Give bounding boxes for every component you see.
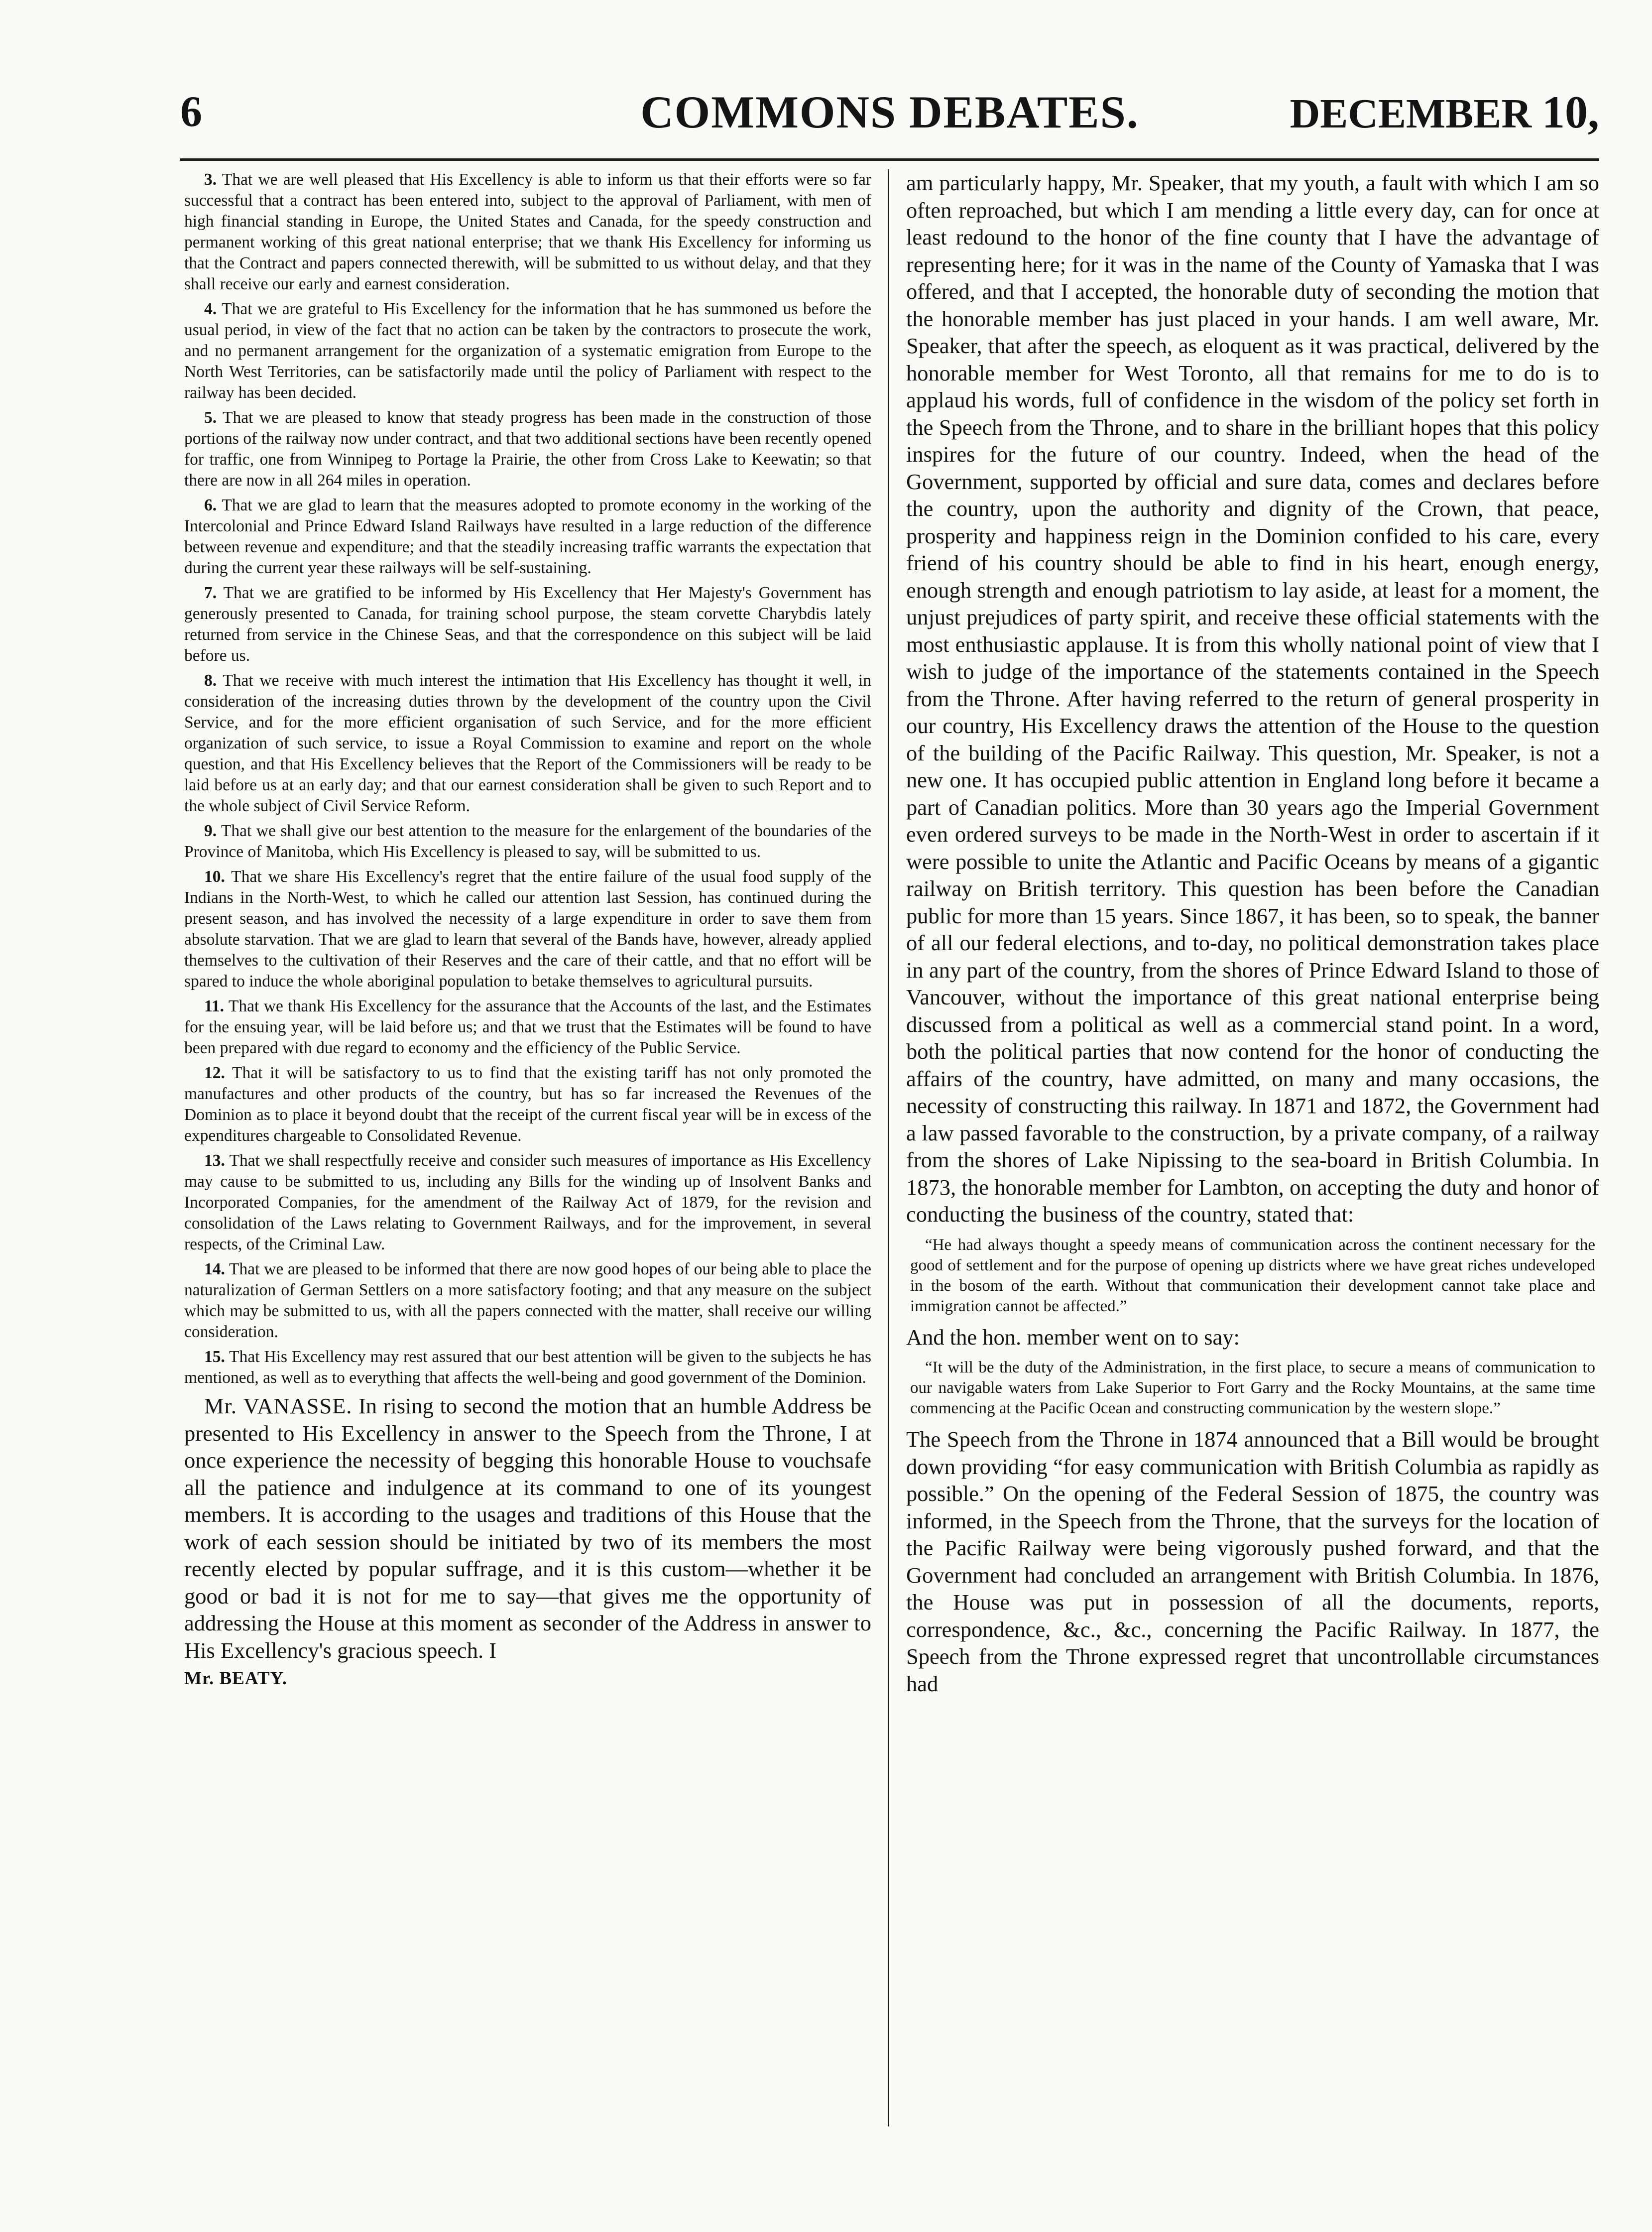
paragraph-text: That we are grateful to His Excellency for the information that he has summoned us before the usual period, in view of the fact that no action can be taken by the contractors to prosecute the work, and no permanent arrangement for the organization of a systematic emigration from Europe to the North West Territories, can be satisfactorily made until the policy of Parliament with respect to the railway has been decided. bbox=[184, 300, 871, 402]
paragraph-text: That we share His Excellency's regret that the entire failure of the usual food supply of the Indians in the North-West, to which he called our attention last Session, has continued during the present season, and has involved the necessity of a large expenditure in order to save them from absolute starvation. That we are glad to learn that several of the Bands have, however, already applied themselves to the cultivation of their Reserves and the care of their cattle, and that no effort will be spared to induce the whole aboriginal population to betake themselves to agricultural pursuits. bbox=[184, 868, 871, 991]
block-quote: “It will be the duty of the Administration, in the first place, to secure a means of communication to our navigable waters from Lake Superior to Fort Garry and the Rocky Mountains, at the same time commencing at the Pacific Ocean and constructing communication by the western slope.” bbox=[910, 1359, 1595, 1417]
paragraph-number: 10. bbox=[204, 868, 225, 886]
paragraph-number: 7. bbox=[204, 584, 217, 602]
speech-paragraph: And the hon. member went on to say: bbox=[906, 1324, 1240, 1350]
column-divider bbox=[888, 169, 889, 2126]
left-column bbox=[184, 169, 871, 1690]
paragraph-number: 9. bbox=[204, 822, 217, 840]
address-paragraph bbox=[184, 670, 871, 817]
address-paragraph bbox=[184, 407, 871, 491]
paragraph-number: 13. bbox=[204, 1151, 225, 1170]
speech-paragraph: am particularly happy, Mr. Speaker, that my youth, a fault with which I am so often reproached, but which I am mending a little every day, can for once at least redound to the honor of the fine county that I have the advantage of representing here; for it was in the name of the County of Yamaska that I was offered, and that I accepted, the honorable duty of seconding the motion that the honorable member has just placed in your hands. I am well aware, Mr. Speaker, that after the speech, as eloquent as it was practical, delivered by the honorable member for West Toronto, all that remains for me to do is to applaud his words, full of confidence in the wisdom of the policy set forth in the Speech from the Throne, and to share in the brilliant hopes that this policy inspires for the future of our country. Indeed, when the head of the Government, supported by official and sure data, comes and declares before the country, upon the authority and dignity of the Crown, that peace, prosperity and happiness reign in the Dominion confided to his care, every friend of his country should be able to find in his heart, enough energy, enough strength and enough patriotism to lay aside, at least for a moment, the unjust prejudices of party spirit, and receive these official statements with the most enthusiastic applause. It is from this wholly national point of view that I wish to judge of the importance of the statements contained in the Speech from the Throne. After having referred to the return of general prosperity in our country, His Excellency draws the attention of the House to the question of the building of the Pacific Railway. This question, Mr. Speaker, is not a new one. It has occupied public attention in England long before it became a part of Canadian politics. More than 30 years ago the Imperial Government even ordered surveys to be made in the North-West in order to ascertain if it were possible to unite the Atlantic and Pacific Oceans by means of a gigantic railway on British territory. This question has been before the Canadian public for more than 15 years. Since 1867, it has been, so to speak, the banner of all our federal elections, and to-day, no political demonstration takes place in any part of the country, from the shores of Prince Edward Island to those of Vancouver, without the importance of this great national enterprise being discussed from a political as well as a commercial stand point. In a word, both the political parties that now contend for the honor of conducting the affairs of the country, have admitted, on many and many occasions, the necessity of constructing this railway. In 1871 and 1872, the Government had a law passed favorable to the construction, by a private company, of a railway from the shores of Lake Nipissing to the sea-board in British Columbia. In 1873, the honorable member for Lambton, on accepting the duty and honor of conducting the business of the country, stated that: bbox=[906, 170, 1599, 1227]
address-paragraph bbox=[184, 1347, 871, 1388]
page-number: 6 bbox=[180, 88, 202, 136]
address-paragraph bbox=[184, 495, 871, 579]
paragraph-number: 12. bbox=[204, 1064, 225, 1082]
paragraph-text: That we thank His Excellency for the assurance that the Accounts of the last, and the Estimates for the ensuing year, will be laid before us; and that we trust that the Estimates will be found to have been prepared with due regard to economy and the efficiency of the Public Service. bbox=[184, 997, 871, 1057]
speaker-name: Mr. VANASSE. bbox=[204, 1393, 353, 1418]
paragraph-number: 15. bbox=[204, 1348, 225, 1366]
address-paragraph bbox=[184, 1150, 871, 1255]
paragraph-number: 6. bbox=[204, 496, 217, 514]
continued-speaker: Mr. BEATY. bbox=[184, 1668, 288, 1689]
address-paragraph bbox=[184, 1063, 871, 1146]
paragraph-text: That we are pleased to be informed that there are now good hopes of our being able to place the naturalization of German Settlers on a more satisfactory footing; and that any measure on the subject which may be submitted to us, with all the papers connected with the matter, shall receive our willing consideration. bbox=[184, 1260, 871, 1341]
header-rule bbox=[180, 158, 1599, 161]
paragraph-number: 3. bbox=[204, 170, 217, 189]
address-paragraph bbox=[184, 1259, 871, 1343]
date-month: DECEMBER bbox=[1290, 91, 1532, 137]
speech-paragraph: The Speech from the Throne in 1874 announced that a Bill would be brought down providing “for easy communication with British Columbia as rapidly as possible.” On the opening of the Federal Session of 1875, the country was informed, in the Speech from the Throne, that the surveys for the location of the Pacific Railway were being vigorously pushed forward, and that the Government had concluded an arrangement with British Columbia. In 1876, the House was put in possession of all the documents, reports, correspondence, &c., &c., concerning the Pacific Railway. In 1877, the Speech from the Throne expressed regret that uncontrollable circumstances had bbox=[906, 1427, 1599, 1696]
paragraph-text: That His Excellency may rest assured that our best attention will be given to the subjects he has mentioned, as well as to everything that affects the well-being and good government of the Dominion. bbox=[184, 1348, 871, 1387]
paragraph-text: That we are pleased to know that steady progress has been made in the construction of those portions of the railway now under contract, and that two additional sections have been recently opened for traffic, one from Winnipeg to Portage la Prairie, the other from Cross Lake to Keewatin; so that there are now in all 264 miles in operation. bbox=[184, 408, 871, 490]
paragraph-text: That we shall give our best attention to the measure for the enlargement of the boundaries of the Province of Manitoba, which His Excellency is pleased to say, will be submitted to us. bbox=[184, 822, 871, 861]
page-date bbox=[1290, 87, 1599, 139]
speech-paragraph bbox=[184, 1392, 871, 1664]
address-paragraph bbox=[184, 299, 871, 403]
block-quote: “He had always thought a speedy means of communication across the continent necessary for the good of settlement and for the purpose of opening up districts where we have great riches undeveloped in the bosom of the earth. Without that communication their development cannot take place and immigration cannot be affected.” bbox=[910, 1236, 1595, 1315]
address-paragraph bbox=[184, 821, 871, 863]
right-column bbox=[906, 169, 1599, 1697]
address-paragraph bbox=[184, 867, 871, 992]
paragraph-text: That we shall respectfully receive and consider such measures of importance as His Excellency may cause to be submitted to us, including any Bills for the winding up of Insolvent Banks and Incorporated Companies, for the amendment of the Railway Act of 1879, for the revision and consolidation of the Laws relating to Government Railways, and for the improvement, in several respects, of the Criminal Law. bbox=[184, 1151, 871, 1253]
paragraph-number: 14. bbox=[204, 1260, 225, 1278]
paragraph-text: That we are glad to learn that the measures adopted to promote economy in the working of the Intercolonial and Prince Edward Island Railways have resulted in a large reduction of the difference between revenue and expenditure; and that the steadily increasing traffic warrants the expectation that during the current year these railways will be self-sustaining. bbox=[184, 496, 871, 577]
paragraph-number: 11. bbox=[204, 997, 225, 1015]
page-header bbox=[180, 87, 1599, 137]
paragraph-number: 8. bbox=[204, 671, 217, 690]
speech-text: In rising to second the motion that an humble Address be presented to His Excellency in answer to the Speech from the Throne, I at once experience the necessity of begging this honorable House to vouchsafe all the patience and indulgence at its command to one of its youngest members. It is according to the usages and traditions of this House that the work of each session should be initiated by two of its members the most recently elected by popular suffrage, and it is this custom—whether it be good or bad it is not for me to say—that gives me the opportunity of addressing the House at this moment as seconder of the Address in answer to His Excellency's gracious speech. I bbox=[184, 1393, 871, 1663]
date-day: 10, bbox=[1542, 87, 1599, 137]
paragraph-text: That we are gratified to be informed by His Excellency that Her Majesty's Government has generously presented to Canada, for training school purpose, the steam corvette Charybdis lately returned from service in the Chinese Seas, and that the correspondence on this subject will be laid before us. bbox=[184, 584, 871, 665]
paragraph-text: That it will be satisfactory to us to find that the existing tariff has not only promoted the manufactures and other products of the country, but has so far increased the Revenues of the Dominion as to place it beyond doubt that the receipt of the current fiscal year will be in excess of the expenditures chargeable to Consolidated Revenue. bbox=[184, 1064, 871, 1145]
journal-title: COMMONS DEBATES. bbox=[640, 87, 1139, 137]
paragraph-number: 4. bbox=[204, 300, 217, 318]
paragraph-text: That we are well pleased that His Excellency is able to inform us that their efforts were so far successful that a contract has been entered into, subject to the approval of Parliament, with men of high financial standing in Europe, the United States and Canada, for the speedy construction and permanent working of this great national enterprise; that we thank His Excellency for informing us that the Contract and papers connected therewith, will be submitted to us without delay, and that they shall receive our early and earnest consideration. bbox=[184, 170, 871, 293]
paragraph-text: That we receive with much interest the intimation that His Excellency has thought it well, in consideration of the increasing duties thrown by the development of the country upon the Civil Service, and for the more efficient organisation of such Service, and for the more efficient organization of such service, to issue a Royal Commission to examine and report on the whole question, and that His Excellency believes that the Report of the Commissioners will be ready to be laid before us at an early day; and that our earnest consideration shall be given to such Report and to the whole subject of Civil Service Reform. bbox=[184, 671, 871, 815]
address-paragraph bbox=[184, 583, 871, 666]
address-paragraph bbox=[184, 996, 871, 1059]
paragraph-number: 5. bbox=[204, 408, 217, 427]
address-paragraph bbox=[184, 169, 871, 295]
